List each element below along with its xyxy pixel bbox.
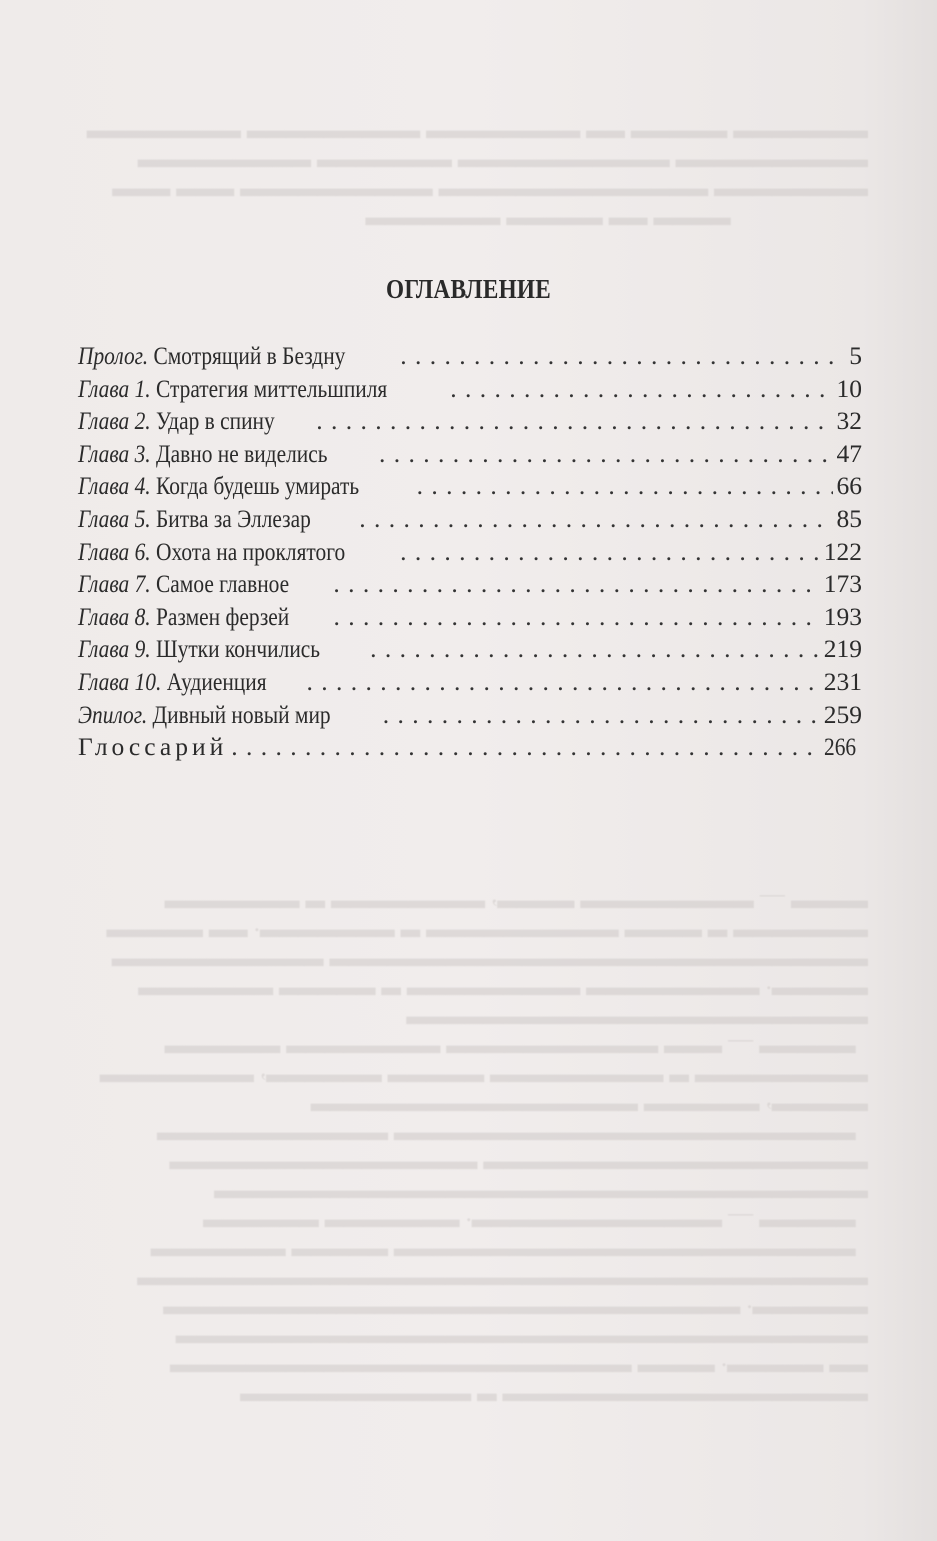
toc-entry-prefix: Глава 6.	[78, 536, 151, 566]
toc-entry-page: 10	[836, 373, 862, 403]
toc-entry-label	[78, 633, 320, 665]
toc-entry-page: 85	[836, 503, 862, 533]
toc-leader-dots	[417, 470, 833, 502]
toc-entry-label	[78, 373, 387, 405]
toc-entry-label	[78, 503, 311, 535]
toc-entry-label	[78, 568, 289, 600]
toc-entry-title: Шутки кончились	[156, 634, 321, 664]
toc-leader-dots	[316, 405, 832, 437]
toc-entry-prefix: Эпилог.	[78, 699, 148, 729]
toc-entry-page: 266	[823, 732, 856, 762]
toc-entry-label	[78, 470, 359, 502]
toc-entry-title: Охота на проклятого	[156, 536, 346, 566]
toc-entry-page: 259	[823, 699, 862, 729]
toc-entry-prefix: Глава 7.	[78, 569, 151, 599]
toc-leader-dots	[359, 503, 832, 535]
toc-leader-dots	[400, 536, 820, 568]
toc-entry-label	[78, 405, 275, 437]
toc-entry-chapter-3[interactable]	[78, 438, 862, 471]
toc-leader-dots	[400, 340, 844, 372]
toc-entry-title: Глоссарий	[78, 732, 228, 762]
toc-entry-title: Аудиенция	[166, 666, 267, 696]
toc-entry-epilogue[interactable]	[78, 699, 862, 732]
toc-entry-page: 32	[836, 406, 862, 436]
toc-entry-chapter-1[interactable]	[78, 373, 862, 406]
toc-entry-title: Битва за Эллезар	[156, 503, 311, 533]
toc-entry-chapter-2[interactable]	[78, 405, 862, 438]
toc-entry-chapter-10[interactable]	[78, 666, 862, 699]
toc-entry-title: Дивный новый мир	[152, 699, 331, 729]
toc-entry-title: Смотрящий в Бездну	[153, 341, 346, 370]
toc-entry-chapter-7[interactable]	[78, 568, 862, 601]
toc-entry-page: 47	[836, 438, 862, 468]
toc-entry-label	[78, 438, 328, 470]
toc-leader-dots	[379, 438, 832, 470]
toc-entry-prefix: Глава 1.	[78, 373, 151, 403]
toc-entry-title: Стратегия миттельшпиля	[156, 373, 388, 403]
toc-entry-page: 219	[823, 634, 862, 664]
page-title: ОГЛАВЛЕНИЕ	[386, 274, 551, 305]
toc-entry-label	[78, 731, 227, 763]
toc-entry-glossary[interactable]	[78, 731, 862, 764]
table-of-contents	[78, 340, 862, 764]
show-through-text-bottom: ▂▂▂▂ — ▂▂▂▂▂▂▂▂▂ ▂▂▂▂, ▂▂▂▂▂▂▂▂ ▂ ▂▂▂▂▂▂▂ ▂▂▂▂▂▂▂ ▂ ▂▂▂▂ ▂▂▂▂▂▂▂▂▂▂ ▂ ▂▂▂▂▂▂▂. ▂▂ ▂▂▂▂▂ ▂▂▂▂▂▂▂▂▂▂▂▂▂▂▂▂▂▂▂▂▂▂▂▂▂▂▂▂ ▂▂▂▂▂▂▂▂▂▂▂ ▂▂▂▂▂. ▂▂▂▂▂▂▂▂▂ ▂▂▂▂▂▂▂▂▂ ▂ ▂▂▂▂▂ ▂▂▂▂▂▂▂ ▂▂▂▂▂▂▂▂▂▂▂▂▂▂▂▂▂▂▂▂▂▂▂▂ ▂▂▂▂▂ — ▂▂▂ ▂▂▂▂▂▂▂▂▂▂▂ ▂▂▂▂▂▂▂▂ ▂▂▂▂▂▂ ▂▂▂▂▂▂▂▂▂ ▂ ▂▂▂▂▂▂▂▂▂ ▂▂▂▂▂ ▂▂▂▂▂▂, ▂▂▂▂▂▂▂▂ ▂▂▂▂▂, ▂▂▂▂▂▂ ▂▂▂▂▂▂▂▂▂▂▂▂▂▂▂▂▂ ▂▂▂▂▂▂▂▂▂▂▂▂▂▂▂▂▂▂▂▂▂▂▂▂ ▂▂▂▂▂▂▂▂▂▂▂▂ ▂▂▂▂▂▂▂▂▂▂▂▂▂▂▂▂▂▂▂▂ ▂▂▂▂▂▂▂▂▂▂▂▂▂▂▂▂ ▂▂▂▂▂▂▂▂▂▂▂▂▂▂▂▂▂▂▂▂▂▂▂▂▂▂▂▂▂▂▂▂▂▂ ▂▂▂▂▂ — ▂▂▂▂▂▂▂▂▂▂▂▂▂. ▂▂▂▂▂▂▂ ▂▂▂▂▂▂ ▂▂▂▂▂▂▂▂▂▂▂▂▂▂▂▂▂▂▂▂▂▂▂▂ ▂▂▂▂▂ ▂▂▂▂▂▂▂ ▂▂▂▂▂▂▂▂▂▂▂▂▂▂▂▂▂▂▂▂▂▂▂▂▂▂▂▂▂▂▂▂▂▂▂▂▂▂ ▂▂▂▂▂▂. ▂▂▂▂▂▂▂▂▂▂▂▂▂▂▂▂▂▂▂▂▂▂▂▂▂▂▂▂▂▂ ▂▂▂▂▂▂▂▂▂▂▂▂▂▂▂▂▂▂▂▂▂▂▂▂▂▂▂▂▂▂▂▂▂▂▂▂ ▂▂ ▂▂▂▂▂. ▂▂▂▂ ▂▂▂▂▂▂▂▂▂▂▂▂▂▂▂▂▂▂▂▂▂▂▂▂ ▂▂▂▂▂▂▂▂▂▂▂▂▂▂▂▂▂▂▂ ▂ ▂▂▂▂▂▂▂▂▂▂▂▂	[99, 881, 868, 1401]
toc-entry-page: 5	[849, 341, 862, 370]
toc-leader-dots	[307, 666, 820, 698]
toc-entry-prefix: Пролог.	[78, 341, 149, 370]
toc-entry-label	[78, 699, 331, 731]
toc-leader-dots	[334, 601, 820, 633]
toc-entry-label	[78, 536, 345, 568]
toc-entry-page: 231	[823, 666, 862, 696]
toc-entry-prologue[interactable]	[78, 340, 862, 373]
toc-entry-title: Размен ферзей	[156, 601, 290, 631]
toc-entry-chapter-5[interactable]	[78, 503, 862, 536]
toc-entry-title: Удар в спину	[156, 406, 275, 436]
toc-leader-dots	[370, 633, 820, 665]
toc-leader-dots	[333, 568, 819, 600]
toc-entry-label	[78, 601, 289, 633]
toc-entry-chapter-4[interactable]	[78, 470, 862, 503]
toc-leader-dots	[231, 731, 820, 763]
toc-entry-prefix: Глава 8.	[78, 601, 151, 631]
toc-entry-prefix: Глава 3.	[78, 438, 151, 468]
show-through-text-top: ▂▂▂▂▂▂▂ ▂▂▂▂▂ ▂▂ ▂▂▂▂▂▂▂▂ ▂▂▂▂▂▂▂▂▂ ▂▂▂▂▂▂▂▂ ▂▂▂▂▂▂▂▂▂▂ ▂▂▂▂▂▂▂▂▂▂▂ ▂▂▂▂▂▂▂ ▂▂▂▂▂▂▂▂▂ ▂▂▂▂▂▂▂▂ ▂▂▂▂▂▂▂▂▂▂▂▂▂▂ ▂▂▂▂▂▂▂▂▂▂ ▂▂▂ ▂▂▂ ▂▂▂▂ ▂▂ ▂▂▂▂▂ ▂▂▂▂▂▂▂	[86, 111, 868, 225]
toc-entry-page: 66	[836, 471, 862, 501]
toc-entry-title: Давно не виделись	[156, 438, 328, 468]
toc-leader-dots	[383, 699, 820, 731]
toc-entry-page: 122	[823, 536, 862, 566]
toc-entry-chapter-9[interactable]	[78, 633, 862, 666]
toc-entry-page: 173	[823, 569, 862, 599]
toc-leader-dots	[450, 373, 832, 405]
toc-entry-prefix: Глава 4.	[78, 471, 151, 501]
toc-entry-chapter-6[interactable]	[78, 536, 862, 569]
toc-entry-title: Самое главное	[156, 569, 290, 599]
toc-entry-prefix: Глава 10.	[78, 666, 162, 696]
toc-entry-label	[78, 666, 267, 698]
toc-entry-page: 193	[823, 601, 862, 631]
toc-entry-prefix: Глава 9.	[78, 634, 151, 664]
toc-entry-prefix: Глава 5.	[78, 503, 151, 533]
toc-entry-label	[78, 340, 345, 372]
toc-entry-prefix: Глава 2.	[78, 406, 151, 436]
toc-entry-chapter-8[interactable]	[78, 601, 862, 634]
toc-entry-title: Когда будешь умирать	[156, 471, 360, 501]
